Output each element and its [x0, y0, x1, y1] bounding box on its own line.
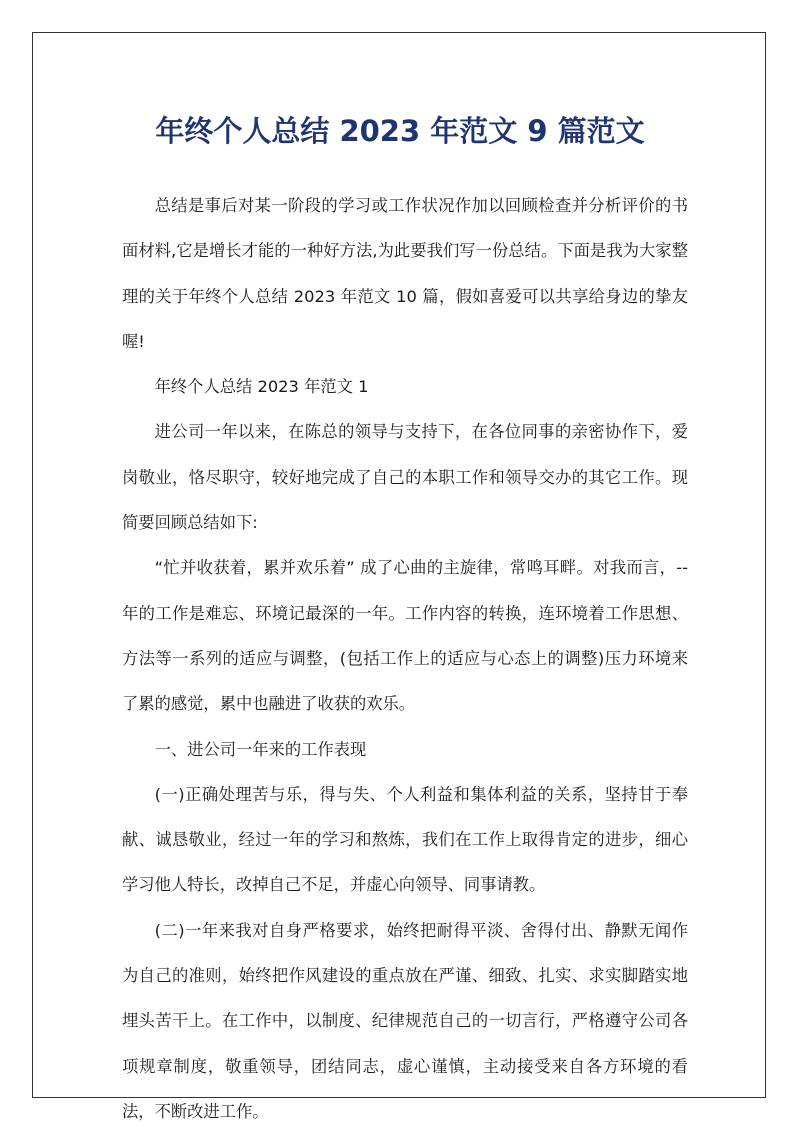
document-title: 年终个人总结 2023 年范文 9 篇范文 — [155, 114, 645, 148]
document-body — [122, 183, 688, 1134]
paragraph-point-1: (一)正确处理苦与乐，得与失、个人利益和集体利益的关系，坚持甘于奉献、诚恳敬业，经过一年的学习和熬炼，我们在工作上取得肯定的进步，细心学习他人特长，改掉自己不足，并虚心向领导、同事请教。 — [122, 784, 688, 895]
section-heading-performance: 一、进公司一年来的工作表现 — [154, 739, 367, 759]
paragraph-reflection: “忙并收获着，累并欢乐着” 成了心曲的主旋律，常鸣耳畔。对我而言，--年的工作是难忘、环境记最深的一年。工作内容的转换，连环境着工作思想、方法等一系列的适应与调整，(包括工作上的适应与心态上的调整)压力环境来了累的感觉，累中也融进了收获的欢乐。 — [122, 558, 688, 714]
paragraph-overview: 进公司一年以来，在陈总的领导与支持下，在各位同事的亲密协作下，爱岗敬业，恪尽职守，较好地完成了自己的本职工作和领导交办的其它工作。现简要回顾总结如下: — [122, 422, 688, 533]
paragraph-intro: 总结是事后对某一阶段的学习或工作状况作加以回顾检查并分析评价的书面材料,它是增长才能的一种好方法,为此要我们写一份总结。下面是我为大家整理的关于年终个人总结 2023 年范文 10 篇，假如喜爱可以共享给身边的挚友喔! — [122, 196, 688, 351]
section-heading-example-1: 年终个人总结 2023 年范文 1 — [154, 377, 369, 397]
paragraph-point-2: (二)一年来我对自身严格要求，始终把耐得平淡、舍得付出、静默无闻作为自己的准则，始终把作风建设的重点放在严谨、细致、扎实、求实脚踏实地埋头苦干上。在工作中，以制度、纪律规范自己的一切言行，严格遵守公司各项规章制度，敬重领导，团结同志，虚心谨慎，主动接受来自各方环境的看法，不断改进工作。 — [122, 920, 688, 1121]
